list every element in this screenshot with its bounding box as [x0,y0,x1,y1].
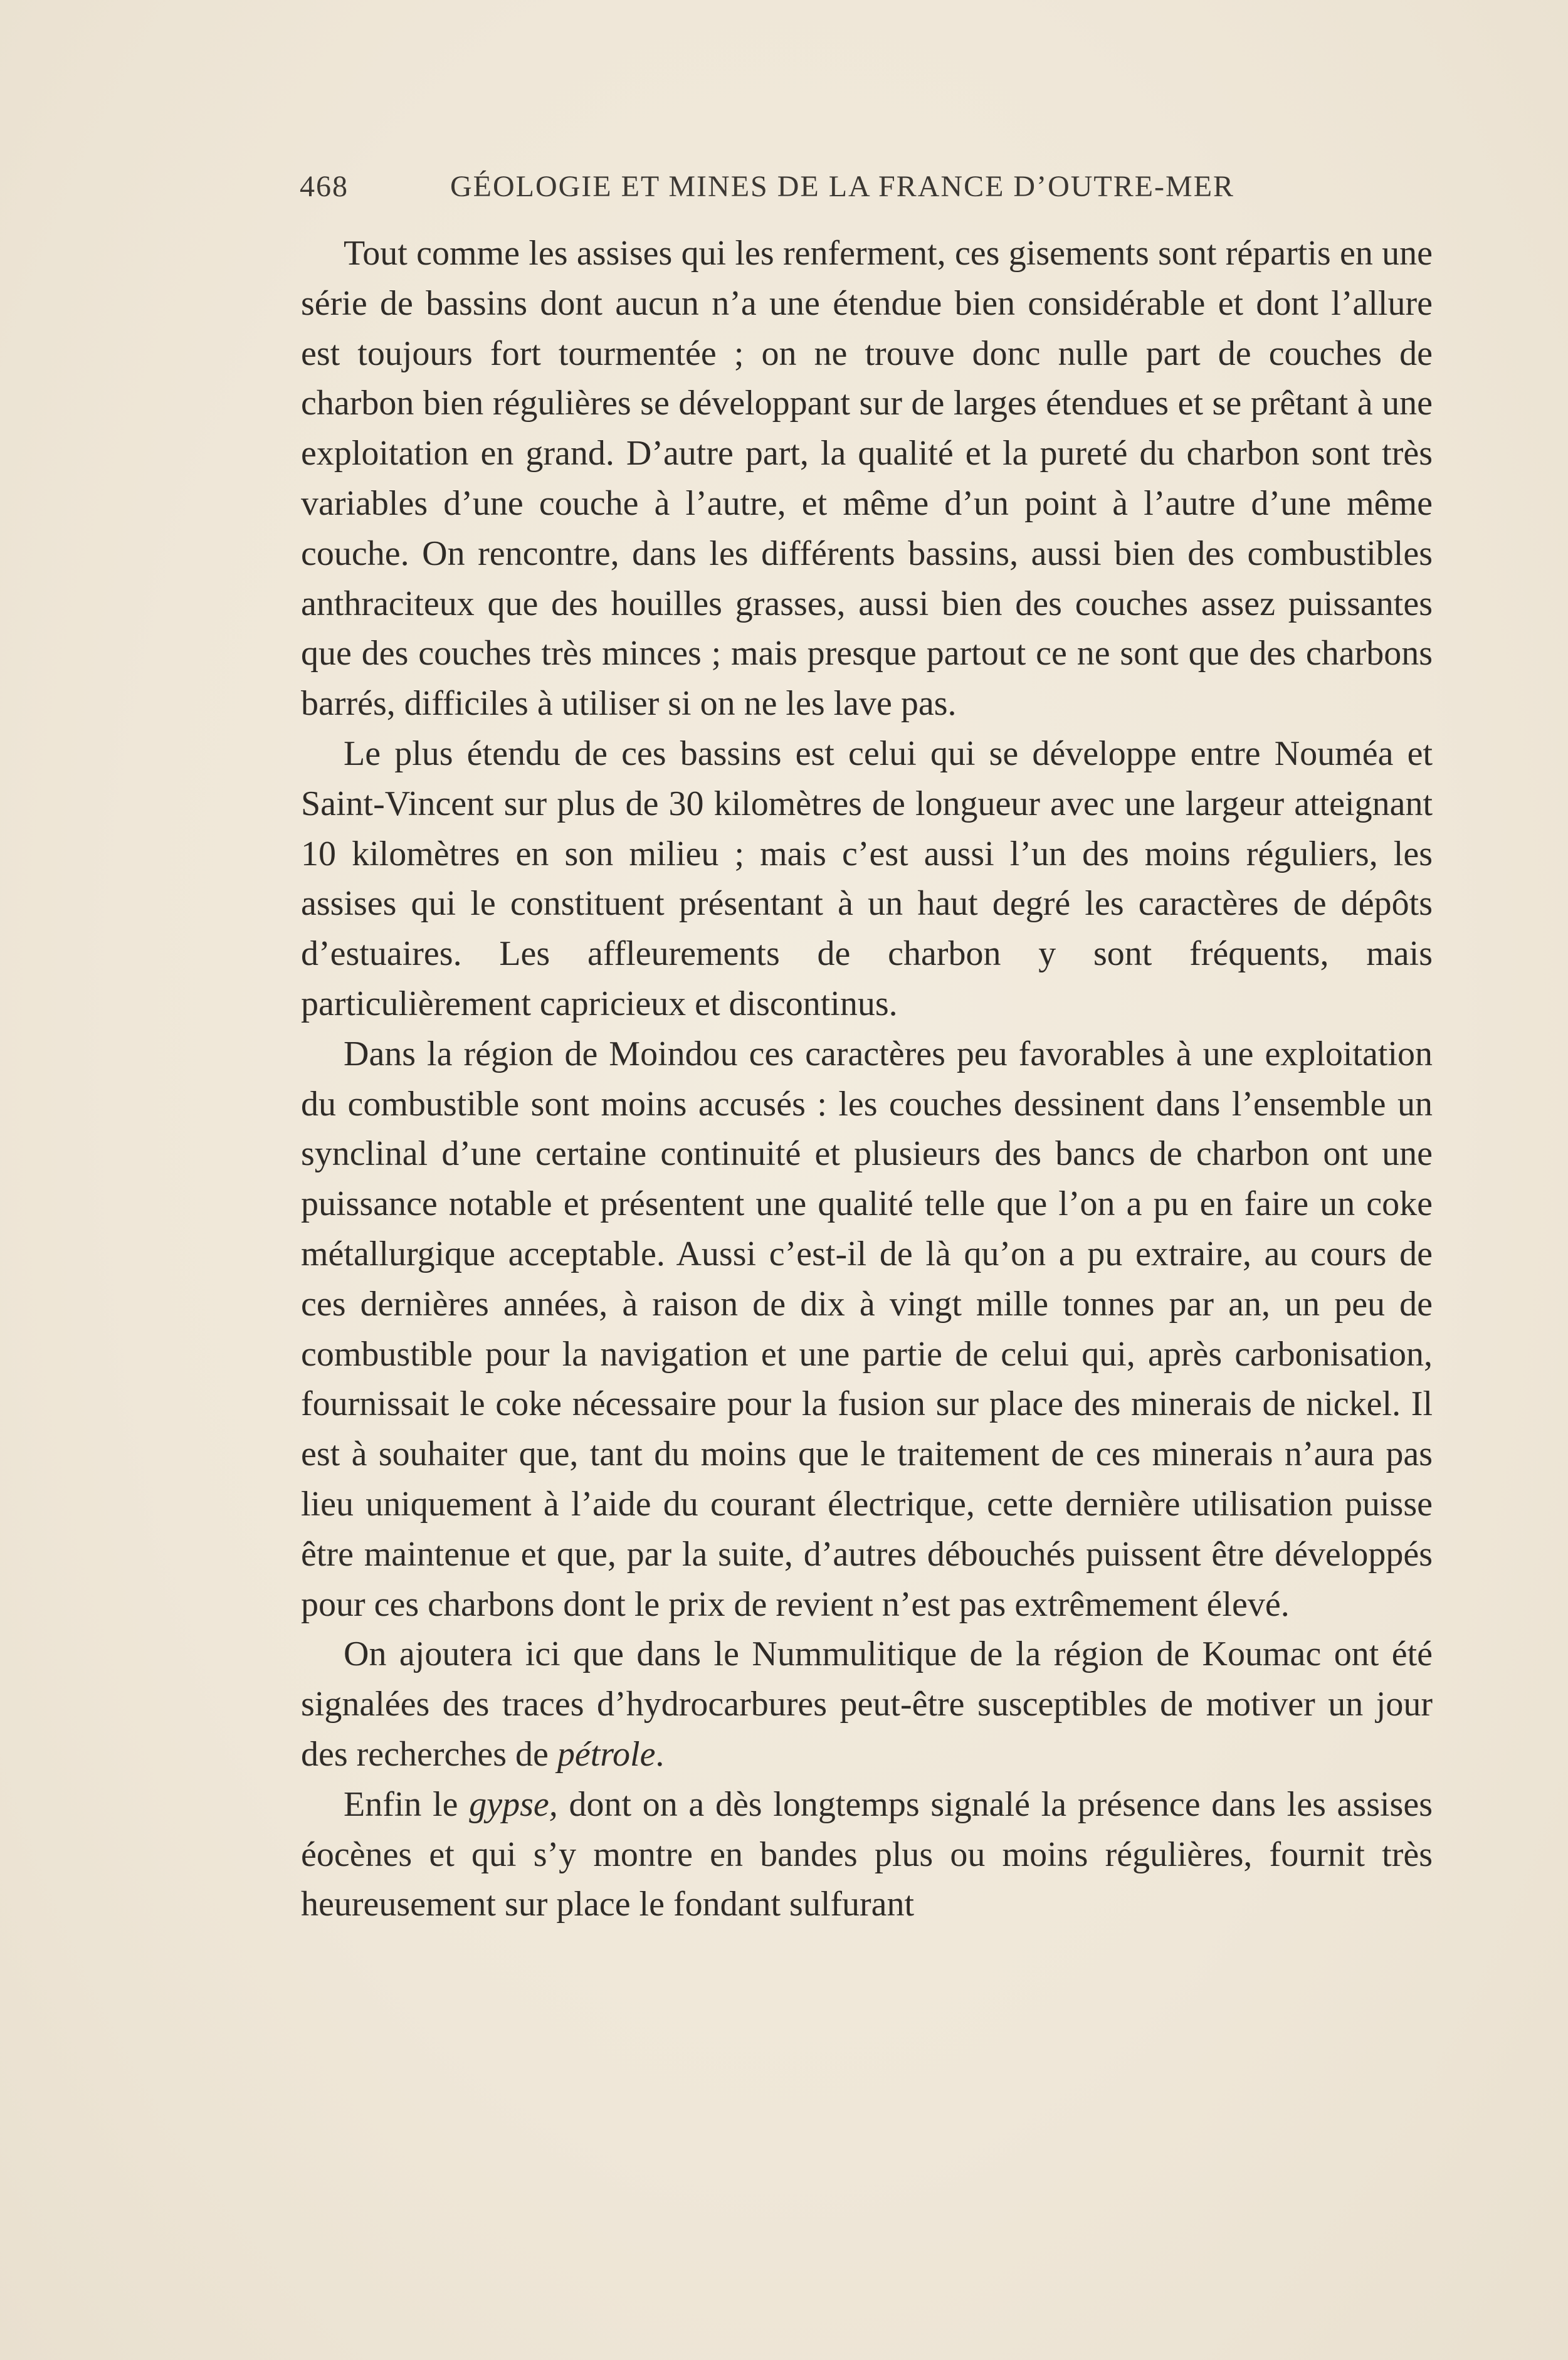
running-header [300,169,1265,204]
paragraph-text: On ajoutera ici que dans le Nummulitique de la région de Koumac ont été signalées des traces d’hydrocarbures peut-être susceptibles de motiver un jour des recherches de [301,1635,1433,1774]
paragraph-koumac-hydrocarbons [301,1630,1433,1779]
paragraph-gypsum [301,1780,1433,1930]
paragraph-noumea-basin: Le plus étendu de ces bassins est celui qui se développe entre Nouméa et Saint-Vincent sur plus de 30 kilomètres de longueur avec une largeur atteignant 10 kilomètres en son milieu ; mais c’est aussi l’un des moins réguliers, les assises qui le constituent présentant à un haut degré les caractères de dépôts d’estuaires. Les affleurements de charbon y sont fréquents, mais particulièrement capricieux et discontinus. [301,734,1433,1023]
paragraph-text: Enfin le [344,1784,470,1824]
paragraph-coal-basins: Tout comme les assises qui les renferment, ces gisements sont répartis en une série de bassins dont aucun n’a une étendue bien considérable et dont l’allure est toujours fort tourmentée ; on ne trouve donc nulle part de couches de charbon bien régulières se développant sur de larges étendues et se prêtant à une exploitation en grand. D’autre part, la qualité et la pureté du charbon sont très variables d’une couche à l’autre, et même d’un point à l’autre d’une même couche. On rencontre, dans les différents bassins, aussi bien des combustibles anthraciteux que des houilles grasses, aussi bien des couches assez puissantes que des couches très minces ; mais presque partout ce ne sont que des charbons barrés, difficiles à utiliser si on ne les lave pas. [301,234,1433,724]
italic-term-gypse: gypse, [469,1784,558,1824]
running-title: GÉOLOGIE ET MINES DE LA FRANCE D’OUTRE-MER [450,170,1235,203]
body-text [301,229,1433,1930]
paragraph-moindou-region: Dans la région de Moindou ces caractères peu favorables à une exploitation du combustible sont moins accusés : les couches dessinent dans l’ensemble un synclinal d’une certaine continuité et plusieurs des bancs de charbon ont une puissance notable et présentent une qualité telle que l’on a pu en faire un coke métallurgique acceptable. Aussi c’est-il de là qu’on a pu extraire, au cours de ces dernières années, à raison de dix à vingt mille tonnes par an, un peu de combustible pour la navigation et une partie de celui qui, après carbonisation, fournissait le coke nécessaire pour la fusion sur place des minerais de nickel. Il est à souhaiter que, tant du moins que le traitement de ces minerais n’aura pas lieu uniquement à l’aide du courant électrique, cette dernière utilisation puisse être maintenue et que, par la suite, d’autres débouchés puissent être développés pour ces charbons dont le prix de revient n’est pas extrêmement élevé. [301,1034,1433,1624]
italic-term-petrole: pétrole [557,1734,656,1774]
paragraph-text: dont on a dès longtemps signalé la présence dans les assises éocènes et qui s’y montre en bandes plus ou moins régulières, fournit très heureusement sur place le fondant sulfurant [301,1784,1433,1924]
page-number: 468 [300,170,349,203]
paragraph-text: . [655,1734,665,1774]
